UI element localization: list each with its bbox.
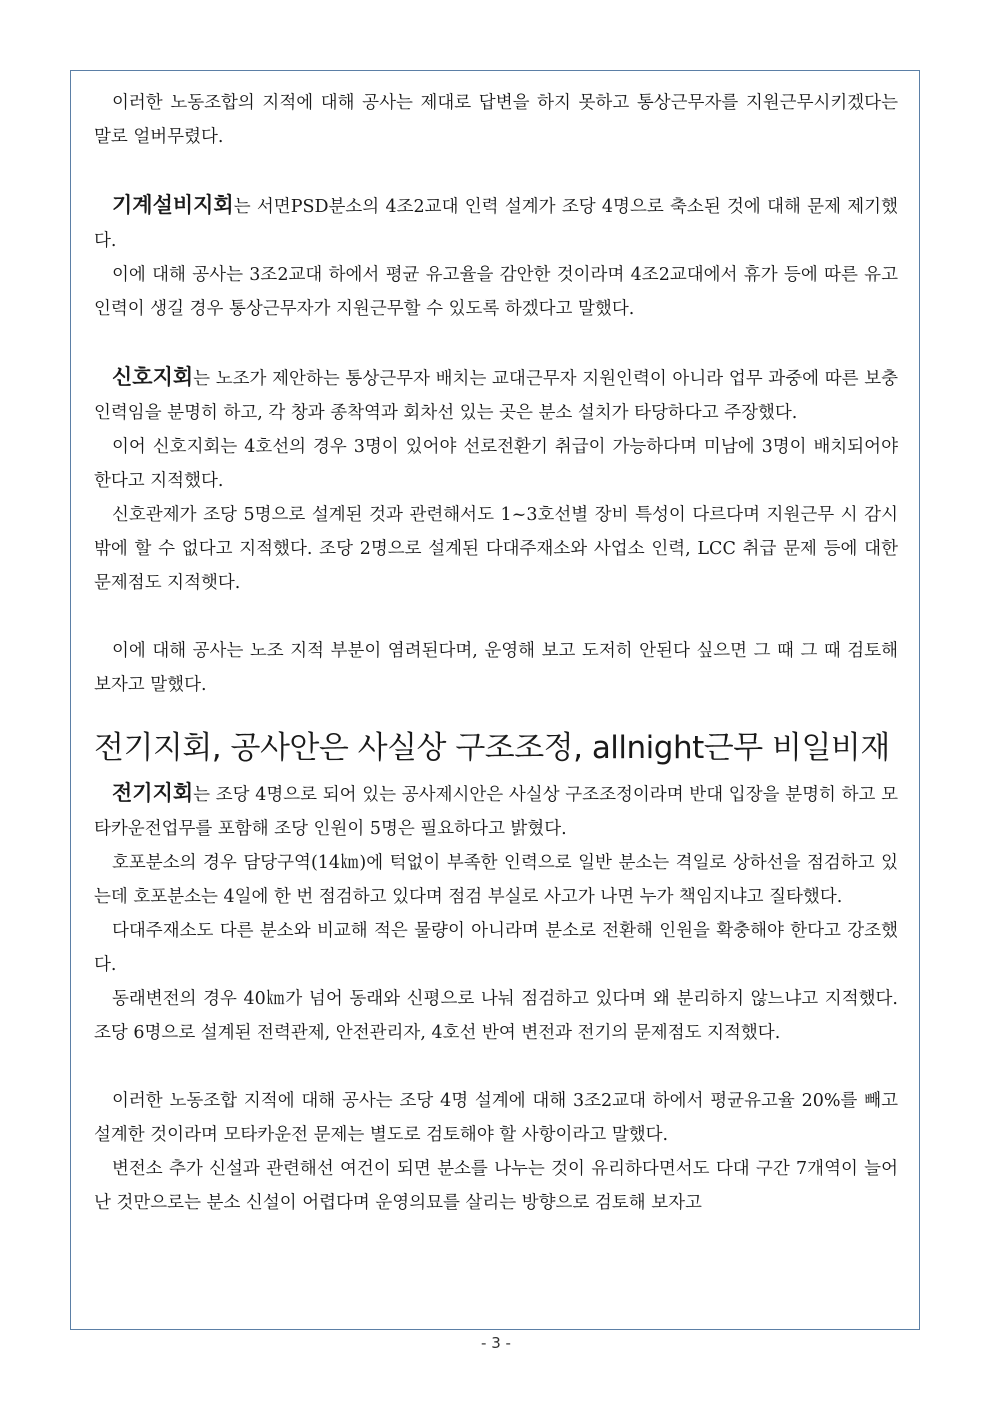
section-lead: 전기지회: [112, 781, 194, 805]
spacer: [94, 600, 898, 634]
paragraph-text: 는 조당 4명으로 되어 있는 공사제시안은 사실상 구조조정이라며 반대 입장을 분명히 하고 모타카운전업무를 포함해 조당 인원이 5명은 필요하다고 밝혔다.: [94, 785, 898, 839]
paragraph: 신호관제가 조당 5명으로 설계된 것과 관련해서도 1~3호선별 장비 특성이 다르다며 지원근무 시 감시밖에 할 수 없다고 지적했다. 조당 2명으로 설계된 다대주재소와 사업소 인력, LCC 취급 문제 등에 대한 문제점도 지적햇다.: [94, 505, 898, 593]
spacer: [94, 1050, 898, 1084]
paragraph: 이어 신호지회는 4호선의 경우 3명이 있어야 선로전환기 취급이 가능하다며 미남에 3명이 배치되어야 한다고 지적했다.: [94, 437, 898, 491]
paragraph: 이에 대해 공사는 3조2교대 하에서 평균 유고율을 감안한 것이라며 4조2교대에서 휴가 등에 따른 유고인력이 생길 경우 통상근무자가 지원근무할 수 있도록 하겠다고 말했다.: [94, 265, 898, 319]
paragraph: 호포분소의 경우 담당구역(14㎞)에 턱없이 부족한 인력으로 일반 분소는 격일로 상하선을 점검하고 있는데 호포분소는 4일에 한 번 점검하고 있다며 점검 부실로 사고가 나면 누가 책임지냐고 질타했다.: [94, 853, 898, 907]
paragraph: [94, 360, 898, 430]
paragraph: 이러한 노동조합 지적에 대해 공사는 조당 4명 설계에 대해 3조2교대 하에서 평균유고율 20%를 빼고 설계한 것이라며 모타카운전 문제는 별도로 검토해야 할 사항이라고 말했다.: [94, 1091, 898, 1145]
section-lead: 기계설비지회: [112, 193, 234, 217]
paragraph: [94, 776, 898, 846]
paragraph: 다대주재소도 다른 분소와 비교해 적은 물량이 아니라며 분소로 전환해 인원을 확충해야 한다고 강조했다.: [94, 921, 898, 975]
section-lead: 신호지회: [112, 365, 194, 389]
section-heading: 전기지회, 공사안은 사실상 구조조정, allnight근무 비일비재: [94, 730, 890, 766]
paragraph-text: 는 서면PSD분소의 4조2교대 인력 설계가 조당 4명으로 축소된 것에 대해 문제 제기했다.: [94, 197, 898, 251]
document-body: [94, 86, 898, 1220]
spacer: [94, 326, 898, 360]
paragraph: 이에 대해 공사는 노조 지적 부분이 염려된다며, 운영해 보고 도저히 안된다 싶으면 그 때 그 때 검토해 보자고 말했다.: [94, 641, 898, 695]
paragraph: 변전소 추가 신설과 관련해선 여건이 되면 분소를 나누는 것이 유리하다면서도 다대 구간 7개역이 늘어난 것만으로는 분소 신설이 어렵다며 운영의묘를 살리는 방향으로 검토해 보자고: [94, 1159, 898, 1213]
spacer: [94, 154, 898, 188]
spacer: [94, 702, 898, 716]
paragraph: 이러한 노동조합의 지적에 대해 공사는 제대로 답변을 하지 못하고 통상근무자를 지원근무시키겠다는 말로 얼버무렸다.: [94, 93, 898, 147]
paragraph: [94, 188, 898, 258]
paragraph-text: 는 노조가 제안하는 통상근무자 배치는 교대근무자 지원인력이 아니라 업무 과중에 따른 보충인력임을 분명히 하고, 각 창과 종착역과 회차선 있는 곳은 분소 설치가 타당하다고 주장했다.: [94, 369, 898, 423]
paragraph: 동래변전의 경우 40㎞가 넘어 동래와 신평으로 나눠 점검하고 있다며 왜 분리하지 않느냐고 지적했다. 조당 6명으로 설계된 전력관제, 안전관리자, 4호선 반여 변전과 전기의 문제점도 지적했다.: [94, 989, 898, 1043]
page-number: - 3 -: [481, 1334, 511, 1352]
